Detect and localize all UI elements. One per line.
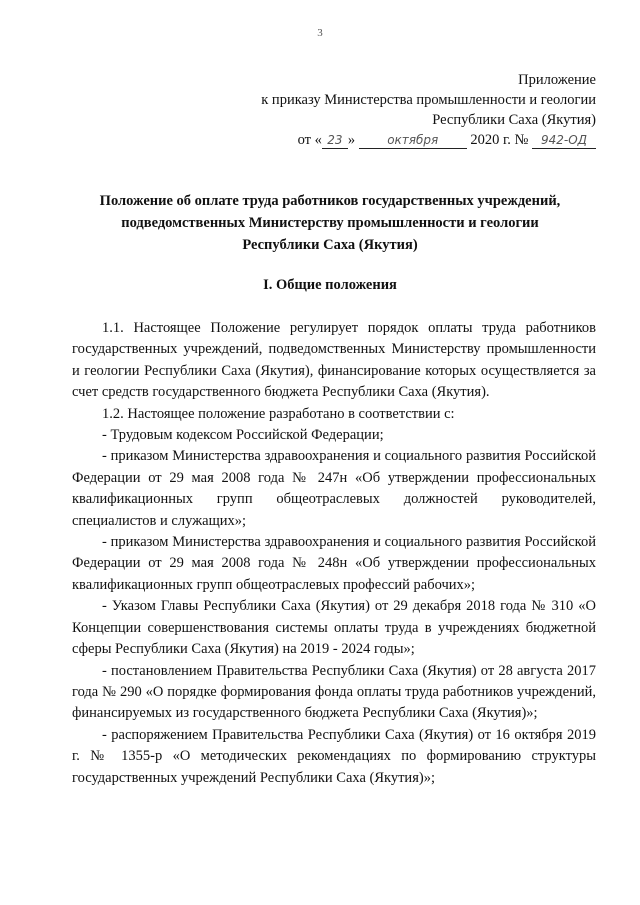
date-month-handwritten: октября — [359, 132, 467, 149]
appendix-title: Приложение — [518, 72, 596, 88]
list-item-resolution-290: - постановлением Правительства Республики Саха (Якутия) от 28 августа 2017 года № 290 «О порядке формирования фонда оплаты труда работников учреждений, финансируемых из государственного бюджета Республики Саха (Якутия)»; — [72, 662, 596, 722]
list-item-decree-310: - Указом Главы Республики Саха (Якутия) от 29 декабря 2018 года № 310 «О Концепции совершенствования системы оплаты труда в учреждениях бюджетной сферы Республики Саха (Якутия) на 2019 - 2024 годы»; — [72, 598, 596, 658]
date-mid: » — [347, 132, 356, 148]
page-number: 3 — [317, 27, 323, 39]
date-year: 2020 г. № — [470, 132, 529, 148]
list-item-order-248n: - приказом Министерства здравоохранения и социального развития Российской Федерации от 29 мая 2008 года № 248н «Об утверждении профессиональных квалификационных групп общеотраслевых профессий рабочих»; — [72, 534, 596, 593]
list-item-labor-code: - Трудовым кодексом Российской Федерации; — [102, 427, 384, 444]
appendix-region: Республики Саха (Якутия) — [432, 112, 596, 128]
appendix-header — [261, 70, 596, 150]
list-item-order-247n: - приказом Министерства здравоохранения и социального развития Российской Федерации от 29 мая 2008 года № 247н «Об утверждении профессиональных квалификационных групп общеотраслевых должностей руководителей, специалистов и служащих»; — [72, 448, 596, 529]
date-prefix: от « — [297, 132, 322, 148]
section-heading: I. Общие положения — [263, 277, 397, 293]
title-line-2: подведомственных Министерству промышленности и геологии — [121, 215, 539, 231]
paragraph-1-2: 1.2. Настоящее положение разработано в соответствии с: — [102, 405, 455, 422]
doc-number-handwritten: 942-ОД — [532, 132, 596, 149]
document-title — [60, 190, 600, 256]
paragraph-1-1: 1.1. Настоящее Положение регулирует порядок оплаты труда работников государственных учреждений, подведомственных Министерству промышленности и геологии Республики Саха (Якутия), финансирование которых осуществляется за счет средств государственного бюджета Республики Саха (Якутия). — [72, 320, 596, 401]
title-line-3: Республики Саха (Якутия) — [242, 237, 418, 253]
list-item-order-1355r: - распоряжением Правительства Республики Саха (Якутия) от 16 октября 2019 г. № 1355-р «О методических рекомендациях по формированию структуры государственных учреждений Республики Саха (Якутия)»; — [72, 726, 596, 786]
appendix-date-line — [261, 130, 596, 150]
body-text — [72, 318, 596, 789]
date-day-handwritten: 23 — [322, 132, 348, 149]
appendix-order-ref: к приказу Министерства промышленности и геологии — [261, 92, 596, 108]
title-line-1: Положение об оплате труда работников государственных учреждений, — [99, 193, 561, 209]
